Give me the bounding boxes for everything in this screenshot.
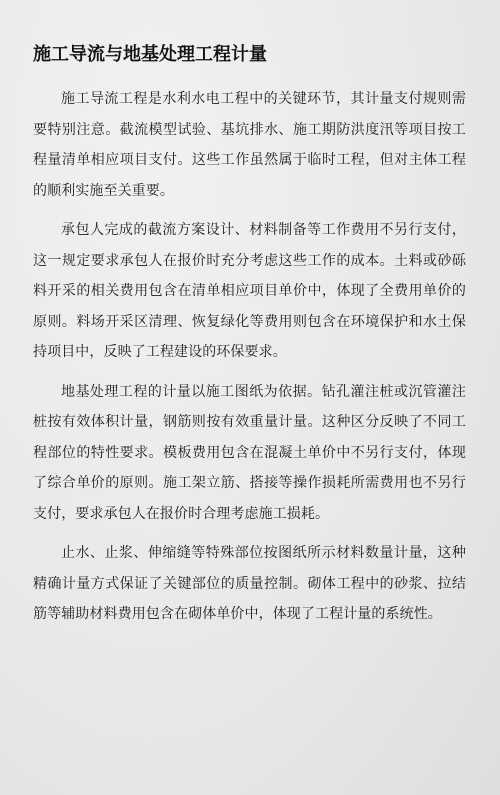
paragraph-4: 止水、止浆、伸缩缝等特殊部位按图纸所示材料数量计量，这种精确计量方式保证了关键部位的质量控制。砌体工程中的砂浆、拉结筋等辅助材料费用包含在砌体单价中，体现了工程计量的系统性。 (33, 545, 466, 622)
paragraph-3: 地基处理工程的计量以施工图纸为依据。钻孔灌注桩或沉管灌注桩按有效体积计量，钢筋则按有效重量计量。这种区分反映了不同工程部位的特性要求。模板费用包含在混凝土单价中不另行支付，体现了综合单价的原则。施工架立筋、搭接等操作损耗所需费用也不另行支付，要求承包人在报价时合理考虑施工损耗。 (33, 383, 466, 522)
paragraph-2: 承包人完成的截流方案设计、材料制备等工作费用不另行支付，这一规定要求承包人在报价时充分考虑这些工作的成本。土料或砂砾料开采的相关费用包含在清单相应项目单价中，体现了全费用单价的原则。料场开采区清理、恢复绿化等费用则包含在环境保护和水土保持项目中，反映了工程建设的环保要求。 (33, 222, 466, 360)
paragraph-1: 施工导流工程是水利水电工程中的关键环节，其计量支付规则需要特别注意。截流模型试验、基坑排水、施工期防洪度汛等项目按工程量清单相应项目支付。这些工作虽然属于临时工程，但对主体工程的顺利实施至关重要。 (33, 91, 466, 199)
document-title: 施工导流与地基处理工程计量 (33, 44, 267, 65)
